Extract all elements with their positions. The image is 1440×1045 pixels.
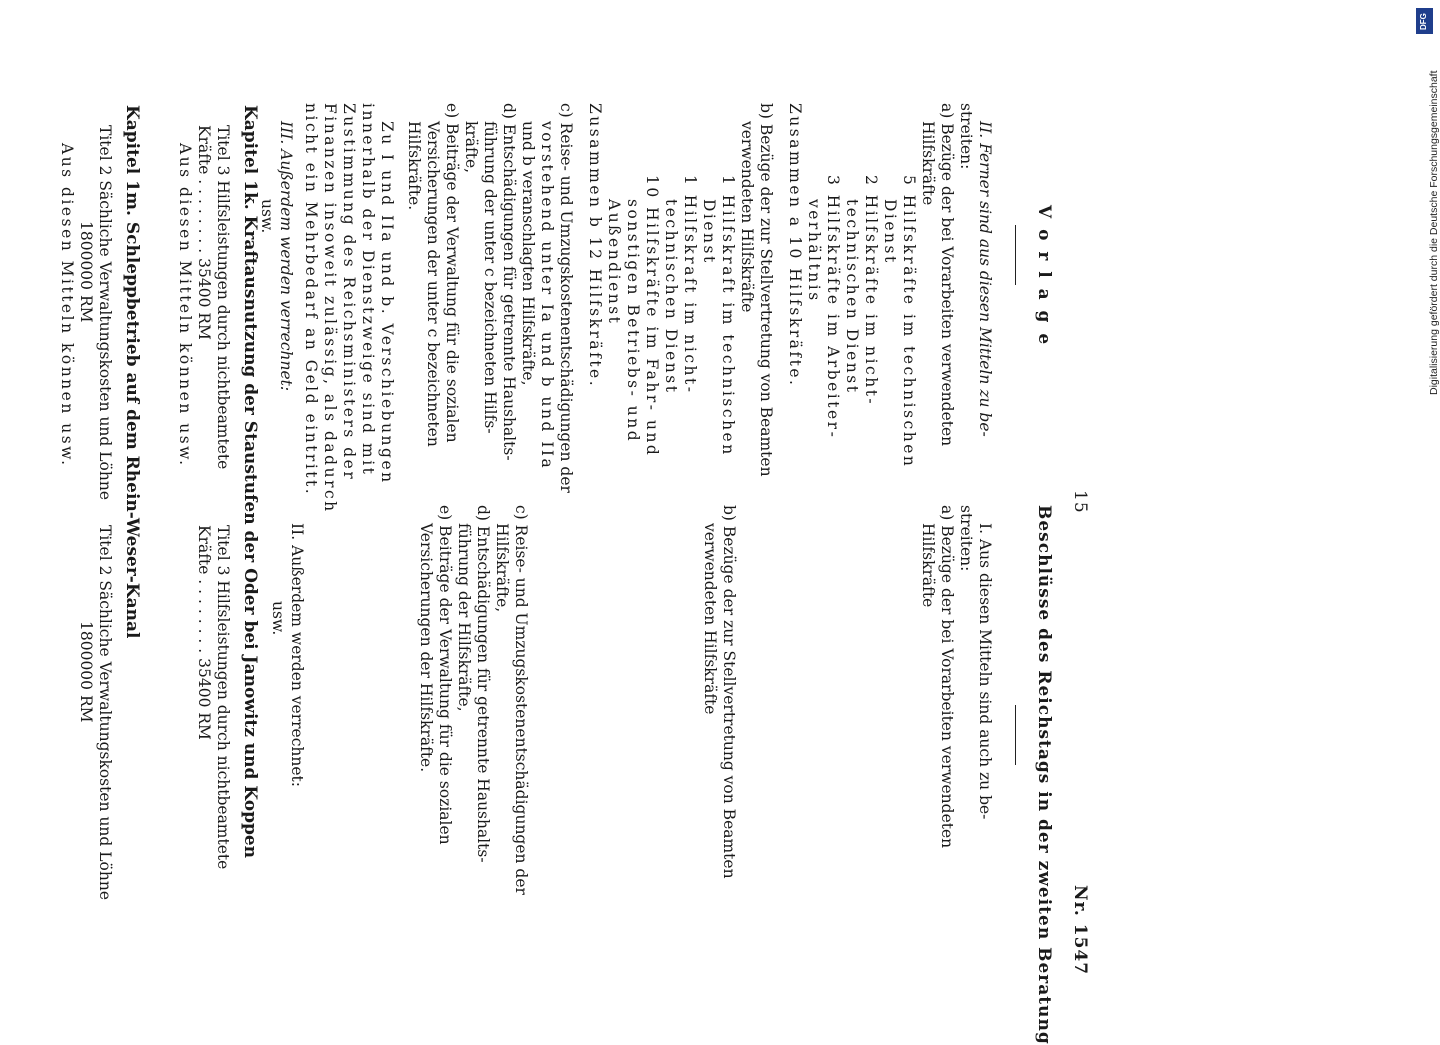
left-line: usw. — [258, 199, 276, 234]
chapter-1m-right — [76, 525, 114, 900]
left-line: Zu I und IIa und b. Verschiebungen — [378, 121, 396, 485]
left-line: Hilfskräfte — [919, 121, 937, 206]
left-line: Versicherungen der unter c bezeichneten — [424, 121, 442, 447]
left-line: Dienst — [881, 199, 899, 265]
right-line: b) Bezüge der zur Stellvertretung von Beamten — [720, 505, 738, 879]
left-line: verwendeten Hilfskräfte — [738, 121, 756, 313]
chapter-1k-right — [194, 525, 232, 869]
left-line: innerhalb der Dienstzweige sind mit — [359, 103, 377, 477]
chapter-line: Titel 3 Hilfsleistungen durch nichtbeamtete — [214, 125, 232, 470]
left-line: sonstigen Betriebs- und — [624, 199, 642, 444]
page-number: 15 — [1070, 490, 1090, 514]
left-line: II. Ferner sind aus diesen Mitteln zu be- — [976, 121, 994, 437]
left-line: 2 Hilfskräfte im nicht- — [862, 175, 880, 407]
right-heading-rule — [1015, 705, 1016, 765]
chapter-line: 1800000 RM — [77, 621, 95, 723]
chapter-line: Aus diesen Mitteln können usw. — [58, 143, 76, 468]
document-number: Nr. 1547 — [1070, 885, 1090, 976]
left-line: c) Reise- und Umzugskostenentschädigungen der — [557, 103, 575, 493]
left-line: 1 Hilfskraft im technischen — [719, 175, 737, 457]
left-line: Zusammen b 12 Hilfskräfte. — [586, 103, 604, 389]
left-line: führung der unter c bezeichneten Hilfs- — [481, 121, 499, 434]
chapter-line: Kräfte . . . . . . . . 35400 RM — [195, 125, 213, 340]
right-line: a) Bezüge der bei Vorarbeiten verwendeten — [938, 505, 956, 849]
right-line: Hilfskräfte — [919, 523, 937, 608]
right-line: c) Reise- und Umzugskostenentschädigungen der — [512, 505, 530, 895]
chapter-line: Titel 2 Sächliche Verwaltungskosten und Löhne — [96, 125, 114, 501]
left-line: technischen Dienst — [843, 199, 861, 395]
chapter-1m-left — [57, 125, 114, 500]
left-line: nicht ein Mehrbedarf an Geld eintritt. — [302, 103, 320, 497]
left-line: e) Beiträge der Verwaltung für die sozialen — [443, 103, 461, 443]
left-line: Außendienst — [605, 199, 623, 326]
left-line: kräfte, — [462, 121, 480, 174]
left-line: III. Außerdem werden verrechnet: — [277, 121, 295, 392]
right-line: führung der Hilfskräfte, — [455, 523, 473, 712]
right-column — [268, 505, 994, 905]
left-line: 10 Hilfskräfte im Fahr- und — [643, 175, 661, 458]
left-column — [257, 103, 994, 514]
left-line: und b veranschlagten Hilfskräfte, — [519, 121, 537, 386]
right-line: I. Aus diesen Mitteln sind auch zu be- — [976, 523, 994, 820]
right-line: d) Entschädigungen für getrennte Haushalts- — [474, 505, 492, 863]
chapter-1m-heading: Kapitel 1m. Schleppbetrieb auf dem Rhein-Weser-Kanal — [122, 105, 142, 639]
left-line: Hilfskräfte. — [405, 121, 423, 211]
right-line: verwendeten Hilfskräfte — [701, 523, 719, 715]
right-heading: Beschlüsse des Reichstags in der zweiten Beratung — [1034, 505, 1054, 1045]
chapter-line: Kräfte . . . . . . . . 35400 RM — [195, 525, 213, 740]
left-heading-rule — [1015, 225, 1016, 285]
right-line: II. Außerdem werden verrechnet: — [288, 523, 306, 787]
chapter-line: 1800000 RM — [77, 221, 95, 323]
chapter-1k-heading: Kapitel 1k. Kraftausnutzung der Staustufen der Oder bei Janowitz und Koppen — [240, 105, 260, 859]
funding-note: Digitalisierung gefördert durch die Deutsche Forschungsgemeinschaft — [1428, 70, 1440, 395]
left-line: 3 Hilfskräfte im Arbeiter- — [824, 175, 842, 440]
left-line: d) Entschädigungen für getrennte Haushalts- — [500, 103, 518, 461]
left-line: vorstehend unter Ia und b und IIa — [538, 121, 556, 471]
right-line: Hilfskräfte, — [493, 523, 511, 613]
left-line: a) Bezüge der bei Vorarbeiten verwendeten — [938, 103, 956, 447]
left-line: technischen Dienst — [662, 199, 680, 395]
left-line: Zustimmung des Reichsministers der — [340, 103, 358, 482]
right-line: usw. — [269, 601, 287, 636]
chapter-1k-left — [175, 125, 232, 469]
left-line: verhältnis — [805, 199, 823, 303]
left-line: Dienst — [700, 199, 718, 265]
left-line: 5 Hilfskräfte im technischen — [900, 175, 918, 469]
left-line: streiten: — [957, 103, 975, 170]
right-line: Versicherungen der Hilfskräfte. — [417, 523, 435, 773]
left-line: b) Bezüge der zur Stellvertretung von Beamten — [757, 103, 775, 477]
left-line: Zusammen a 10 Hilfskräfte. — [786, 103, 804, 388]
left-line: Finanzen insoweit zulässig, als dadurch — [321, 103, 339, 514]
left-line: 1 Hilfskraft im nicht- — [681, 175, 699, 395]
dfg-logo: DFG — [1416, 8, 1433, 34]
right-line: streiten: — [957, 505, 975, 572]
rotated-document-page — [58, 85, 1090, 1045]
right-line: e) Beiträge der Verwaltung für die sozialen — [436, 505, 454, 845]
chapter-line: Titel 2 Sächliche Verwaltungskosten und Löhne — [96, 525, 114, 901]
chapter-line: Aus diesen Mitteln können usw. — [176, 143, 194, 468]
left-heading: V o r l a g e — [1034, 205, 1054, 347]
chapter-line: Titel 3 Hilfsleistungen durch nichtbeamtete — [214, 525, 232, 870]
